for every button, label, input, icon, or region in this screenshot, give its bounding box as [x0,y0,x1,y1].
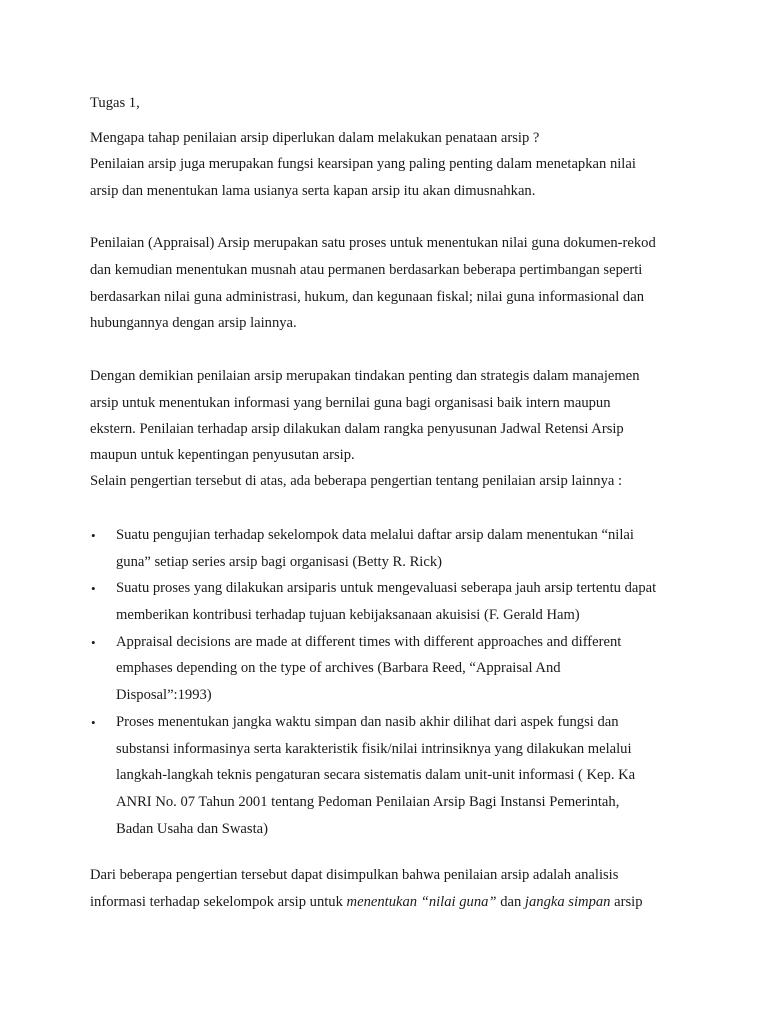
paragraph-2-line: dan kemudian menentukan musnah atau permanen berdasarkan beberapa pertimbangan seperti [90,262,643,278]
conclusion-text: arsip [610,894,643,910]
bullet-marker: • [91,715,96,730]
bullet-2-line: Suatu proses yang dilakukan arsiparis untuk mengevaluasi seberapa jauh arsip tertentu dapat [116,580,657,596]
conclusion-line-1: Dari beberapa pengertian tersebut dapat disimpulkan bahwa penilaian arsip adalah analisis [90,867,619,883]
bullet-3-line: emphases depending on the type of archives (Barbara Reed, “Appraisal And [116,660,561,676]
bullet-4-line: ANRI No. 07 Tahun 2001 tentang Pedoman Penilaian Arsip Bagi Instansi Pemerintah, [116,794,620,810]
conclusion-line-2 [90,889,643,916]
question-text: Mengapa tahap penilaian arsip diperlukan dalam melakukan penataan arsip ? [90,130,540,146]
conclusion-text: dan [496,894,525,910]
paragraph-2-line: berdasarkan nilai guna administrasi, hukum, dan kegunaan fiskal; nilai guna informasional dan [90,289,645,305]
paragraph-1-line: Penilaian arsip juga merupakan fungsi kearsipan yang paling penting dalam menetapkan nilai [90,156,636,172]
paragraph-1-line: arsip dan menentukan lama usianya serta kapan arsip itu akan dimusnahkan. [90,183,536,199]
paragraph-3-line: Dengan demikian penilaian arsip merupakan tindakan penting dan strategis dalam manajemen [90,368,640,384]
bullet-marker: • [91,528,96,543]
bullet-3-line: Disposal”:1993) [116,687,212,703]
paragraph-2-line: Penilaian (Appraisal) Arsip merupakan satu proses untuk menentukan nilai guna dokumen-rekod [90,235,656,251]
conclusion-emphasis: menentukan “nilai guna” [346,894,497,910]
bullet-4-line: Badan Usaha dan Swasta) [116,821,268,837]
bullet-marker: • [91,635,96,650]
conclusion-emphasis: jangka simpan [524,894,611,910]
bullet-1-line: Suatu pengujian terhadap sekelompok data melalui daftar arsip dalam menentukan “nilai [116,527,634,543]
bullet-2-line: memberikan kontribusi terhadap tujuan kebijaksanaan akuisisi (F. Gerald Ham) [116,607,580,623]
bullet-4-line: Proses menentukan jangka waktu simpan dan nasib akhir dilihat dari aspek fungsi dan [116,714,619,730]
paragraph-3-line: maupun untuk kepentingan penyusutan arsip. [90,447,355,463]
bullet-4-line: langkah-langkah teknis pengaturan secara sistematis dalam unit-unit informasi ( Kep. Ka [116,767,636,783]
paragraph-3-line: Selain pengertian tersebut di atas, ada beberapa pengertian tentang penilaian arsip lainnya : [90,473,623,489]
bullet-1-line: guna” setiap series arsip bagi organisasi (Betty R. Rick) [116,554,442,570]
paragraph-3-line: ekstern. Penilaian terhadap arsip dilakukan dalam rangka penyusunan Jadwal Retensi Arsip [90,421,624,437]
paragraph-2-line: hubungannya dengan arsip lainnya. [90,315,297,331]
bullet-marker: • [91,581,96,596]
paragraph-3-line: arsip untuk menentukan informasi yang bernilai guna bagi organisasi baik intern maupun [90,395,611,411]
conclusion-text: informasi terhadap sekelompok arsip untuk [90,894,347,910]
bullet-4-line: substansi informasinya serta karakteristik fisik/nilai intrinsiknya yang dilakukan melalui [116,741,632,757]
bullet-3-line: Appraisal decisions are made at different times with different approaches and different [116,634,622,650]
document-title: Tugas 1, [90,95,140,111]
